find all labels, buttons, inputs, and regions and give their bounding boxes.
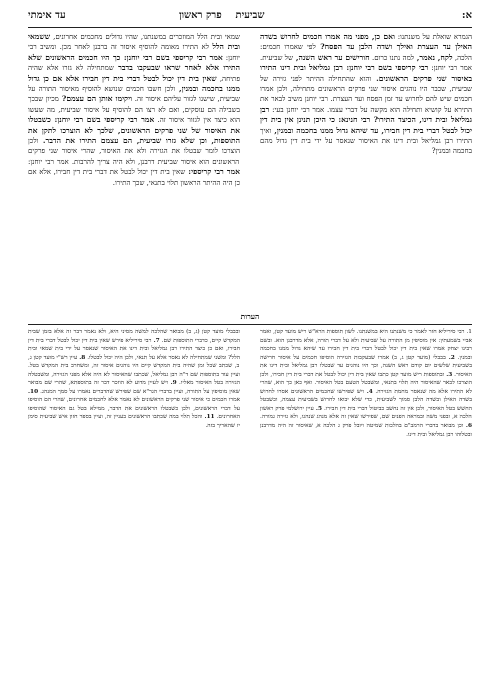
gemara-text: והוא שהתחילה ההיתר לפני גזירה של שביעית, שכבר היו נוהגים איסור שני פרקים הראשונים מתחילה, ולכן אמרו חכמים שיש להם לחרוש עד זמן הפסח ועד העצרת. [260,74,472,104]
note-number: 7. [151,337,160,344]
gemara-text: ששמאי ובית הלל [28,32,240,52]
gemara-text: לקח, נאמר, [414,52,453,62]
gemara-text: אמר רבי יוחנן בעי: [269,105,325,114]
notes-right-column [260,328,472,684]
notes-heading: הערות [240,312,260,321]
note-number: 2. [445,354,455,361]
main-text-left-column [28,32,240,317]
note-text: עיין רש"י מועד קטן ג, ב, שכתב שכל זמן שהיה בית המקדש קיים היו נוהגים איסור זה, ומשחרב בית המקדש בטל. [28,354,240,370]
gemara-text: רבן גמליאל ובית דינו התירו באיסור שני פרקים הראשונים. [260,63,472,83]
gemara-text: לפי שאמרו חכמים: הלכה, [260,43,472,62]
page-header [28,10,472,24]
gemara-text: חורישים ער ראש השנה, [293,52,370,62]
section-title: עד אימתי [28,10,66,21]
note-text: עיין ירושלמי פרק ראשון הלכה א, ובפני משה ובמראה הפנים שם, שפירשו שאין זה אלא מנהג שנהגו, ולא גזירה גמורה. [260,405,472,421]
gemara-text: אמר רבי קריספי בשם רבי יוחנן: כך היו חכמים הראשונים שלא התירו אלא לאחר שראו שבעקבו בדבר [28,52,240,73]
note-text: ובבבלי מועד קטן (ג, ב) מבואר שהלכה למשה מסיני היא, ולא נאמר דבר זה אלא בזמן שבית המקדש קיים, כדברי התוספות שם. [28,329,240,344]
gemara-text: שמאי ובית הלל המוזכרים במשנתנו, שהיו גדולים מחכמים אחרונים, [50,33,240,41]
gemara-text: לא התירו מאומה להוסיף איסור זה ברבנן לאחר מכן. [56,43,209,52]
gemara-text: ולכן הוצרכו לומר שבטלו את הגזירה ולא את האיסור, שהרי איסור שני פרקים הראשונים הוא איסור שביעית דרבנן, ולא היה צריך להרבות. [28,137,240,166]
tractate-title: שביעית [235,10,265,21]
gemara-text: אמר רבי יוחנן: [28,157,69,166]
gemara-text: הגמרא שואלת על משנתנו: [397,33,472,41]
gemara-text: שמתחילה לא גזרו אלא שהיה פתיחה, [28,64,240,83]
gemara-text: עד שיהא גדול ממנו בחכמה ובמנין, [271,125,379,135]
gemara-text: שאין בית דין יכול לבטל את דברי בית דין חבירו, אלא אם כן היה ההיתר הראשון תלוי בתנאי, שכך התירו. [28,168,240,187]
gemara-text: מכיון שבכך בשבילה הם עוסקים, ואם לא רצו הם להוסיף על איסור שביעית, מה שעשו הוא כיצד אין לגזור איסור זה. [28,95,240,125]
gemara-text: אמר רבי קריספי: [185,167,240,177]
chapter-title: פרק ראשון [178,10,222,21]
gemara-text: למה נתנו כרום. [369,53,415,62]
note-text: רבי סיריליא פירש שאין בית דין יכול לבטל דברי בית דין חבירו, ואם כן כיצד התירו רבן גמליאל ובית דינו את האיסור שנאסר על ידי בית שמאי ובית הלל? ומשני שמתחילה לא נאסר אלא על תנאי, ולכן היה יכול לבטלו. [28,337,240,361]
note-text: בבבלי (מועד קטן ג, ב) אמרו שבעקבות הגזירה הוסיפו חכמים על איסור חרישה בשביעית שלשים יום קודם ראש השנה, וכך היו נוהגים עד שבטלו רבן גמליאל ובית דינו את האיסור. [260,354,472,378]
gemara-text: רבי קריספי בשם רבי יוחנן: [342,63,429,73]
gemara-text: שאין בית דין יכול לבטל דברי בית דין חבירו [79,73,217,83]
note-text: לשון תוספות הרא"ש ריש מועד קטן, ואמר אביי בשמעתין: אין מוסיפין מן התורה על שביעית ולא על דברי תורה, אלא מדרבנן הוא. ובשם רבינו יצחק אמרו שאין בית דין יכול לבטל דברי בית דין חבירו עד שיהא גדול ממנו בחכמה ובמנין. [260,329,472,361]
note-number: 6. [463,423,472,430]
note-text: ויש שפירשו שחכמים הראשונים אסרו לחרוש בשדה האילן ובשדה הלבן סמוך לשביעית, כדי שלא יבואו לחרוש בשביעית עצמה, וכשבטל החשש בטל האיסור, ולכן אין זה נחשב כביטול דברי בית דין חבירו. [260,388,472,412]
note-text: וכן מבואר בדברי הרמב"ם בהלכות שמיטה ויובל פרק ג הלכה א, שאיסור זה היה מדרבנן ובטלוהו רבן גמליאל ובית דינו. [260,423,472,438]
notes-rule [28,324,472,325]
gemara-text: ואיך התירו רבן גמליאל ובית דינו את האיסור שנאסר על ידי בית דין גדול מהם בחכמה ובמנין? [260,126,472,156]
note-number: 5. [313,405,322,412]
header-rule [28,27,472,28]
gemara-text: אלא אם כן גדול ממנו בחכמה ובמנין, [28,73,240,94]
note-number: 10. [28,388,39,395]
note-text: 1. רבי סיריליא חזר לאמר כי משנתנו היא במשנתנו. [354,329,472,335]
note-number: 11. [202,414,215,421]
note-text: והכל תלוי במה שכתבו הראשונים בעניין זה, ועיין בספר חזון איש שביעית סימן יז שהאריך בזה. [28,414,240,430]
gemara-text: רבי חנינא: כי היכן תנינן אין בית דין יכול לבטל דברי בית דין חבירו, [260,115,472,135]
note-text: ויש לעיין מדוע לא הוזכר דבר זה בתוספתא, שהרי שם מבואר שאין מוסיפין על התורה, ועיין בדברי הגר"א שם שפירש שהדברים נאמרו על סמך המנהג. [28,380,240,395]
gemara-text: רבי יוחנן משיב לבאר את התירא על קושיא ותחילה הוא מקשה על דברי עצמו. [260,95,472,114]
gemara-text: ומשיב רבי יוחנן: [28,43,240,62]
note-number: 3. [444,371,453,378]
note-number: 4. [363,388,373,395]
gemara-text: רבן גמליאל ובית דינו, הכיצד התירו? [260,104,472,125]
gemara-text: ויקימו אותן הם עצמם? [58,94,133,104]
gemara-text: אמר רבי יוחנן: [428,64,472,73]
note-number: 9. [168,380,177,387]
folio-number: א: [461,10,472,21]
note-number: 8. [77,354,86,361]
gemara-text: ואם כן, מפני מה אמרו חכמים לחרוש בשדה האילן עד העצרת ואילך ושדה הלבן עד הפסח? [260,32,472,52]
main-text-right-column [260,32,472,317]
gemara-text: אמר רבי קריספי בשם רבי יוחנן: כשבטלו את האיסור של שני פרקים הראשונים, שלכך לא הוצרכו לתקן את התוספות, וכן שלא גזרו שביעית, הם עצמם התירו את הדבר. [28,115,240,146]
note-text: ועיין עוד בתוספות שם ד"ה רבן גמליאל, שכתבו שהאיסור לא היה אלא מפני הגזירה, ומשבטלה הגזירה בטל האיסור מאליו. [28,371,240,387]
note-text: ובתוספות ריש מועד קטן כתבו שאין בית דין יכול לבטל את דברי בית דין חבירו, ולכן הוצרכו לבאר שהאיסור היה תלוי בתנאי, ומשבטל הטעם בטל האיסור. ואף כאן כך הוא, שהרי לא התירו אלא מה שנאסר מחמת הגזירה. [260,371,472,395]
gemara-text: ולכן חשבו חכמים שנושא להוסיף מאיסור התורה על שביעית, שישנו לגזור עליהם איסור זה. [28,85,240,104]
notes-left-column [28,328,240,684]
gemara-text: של שביעית. [260,53,294,62]
note-text: אמרו חכמים כי איסור שני פרקים הראשונים לא נאמר אלא לחכמים אחרונים, שהרי הם הוסיפו על דברי הראשונים, ולכן כשבטלו הראשונים את הדבר, ממילא בטל גם האיסור שהוסיפו האחרונים. [28,397,240,421]
